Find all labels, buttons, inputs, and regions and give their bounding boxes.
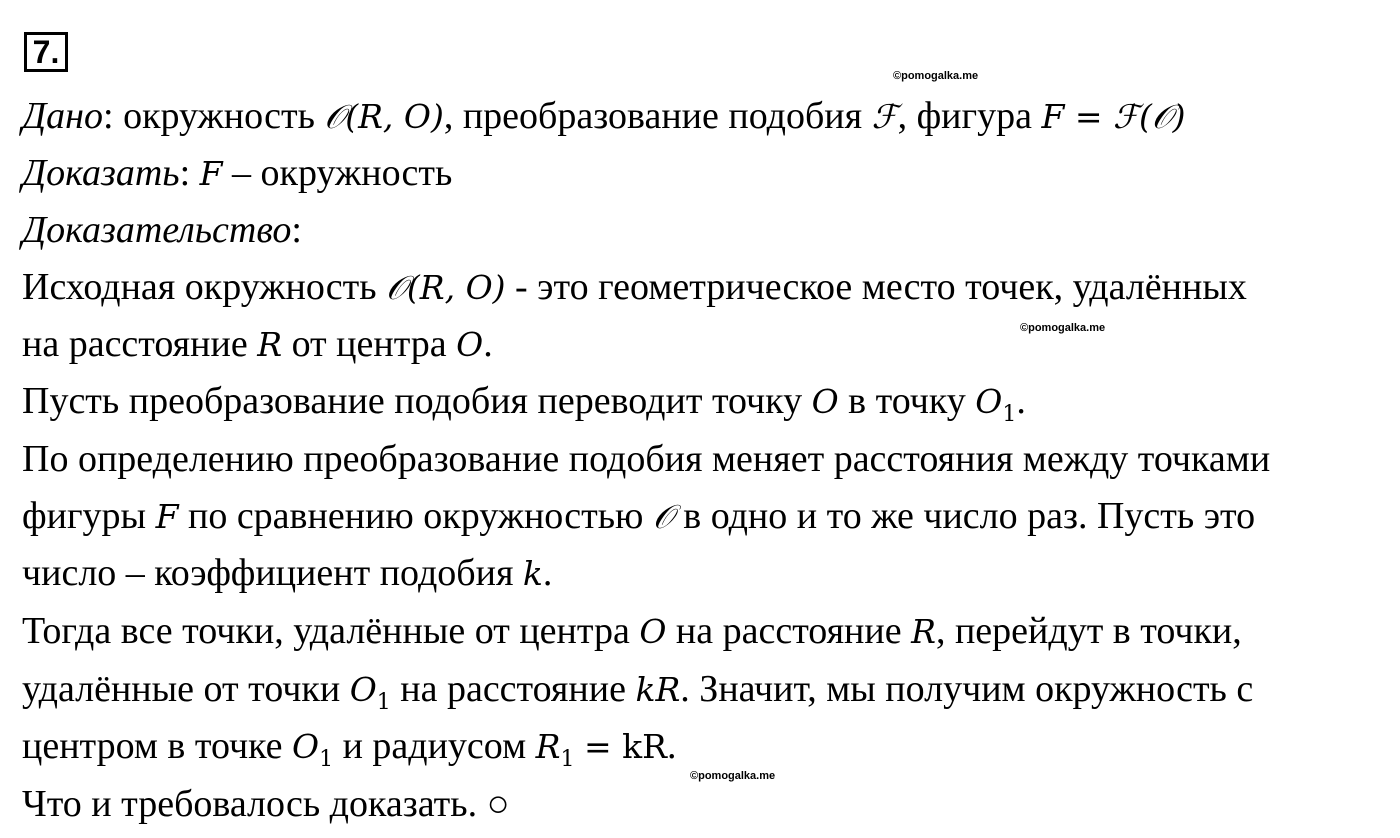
- prove-label: Доказать: [22, 152, 180, 194]
- circle-symbol: 𝒪: [324, 97, 346, 136]
- proof-line-7: Тогда все точки, удалённые от центра O на расстояние R, перейдут в точки,: [22, 610, 1242, 652]
- prove-line: Доказать: F – окружность: [22, 152, 453, 194]
- proof-conclusion: Что и требовалось доказать. ○: [22, 783, 510, 825]
- proof-line-4: По определению преобразование подобия меняет расстояния между точками: [22, 438, 1271, 480]
- given-line: Дано: окружность 𝒪(R, O), преобразование подобия ℱ, фигура F = ℱ(𝒪): [22, 95, 1186, 137]
- proof-line-5: фигуры F по сравнению окружностью 𝒪 в одно и то же число раз. Пусть это: [22, 495, 1256, 537]
- proof-line-2: на расстояние R от центра O.: [22, 323, 493, 365]
- proof-line-8: удалённые от точки $O_1$ на расстояние kR. Значит, мы получим окружность с: [22, 668, 1254, 715]
- watermark: ©pomogalka.me: [893, 70, 979, 82]
- watermark: ©pomogalka.me: [690, 770, 776, 782]
- proof-line-6: число – коэффициент подобия k.: [22, 552, 553, 594]
- proof-label: Доказательство: [22, 209, 292, 251]
- proof-line-3: Пусть преобразование подобия переводит точку O в точку $O_1$.: [22, 380, 1026, 427]
- similarity-symbol: ℱ: [871, 97, 898, 136]
- proof-line-9: центром в точке $O_1$ и радиусом $R_1$ = kR.: [22, 725, 677, 772]
- figure-equation: F = ℱ(𝒪): [1041, 97, 1186, 136]
- watermark: ©pomogalka.me: [1020, 322, 1106, 334]
- proof-heading: Доказательство:: [22, 209, 302, 251]
- problem-number: 7.: [24, 32, 68, 72]
- given-label: Дано: [22, 95, 104, 137]
- proof-line-1: Исходная окружность 𝒪(R, O) - это геометрическое место точек, удалённых: [22, 266, 1247, 308]
